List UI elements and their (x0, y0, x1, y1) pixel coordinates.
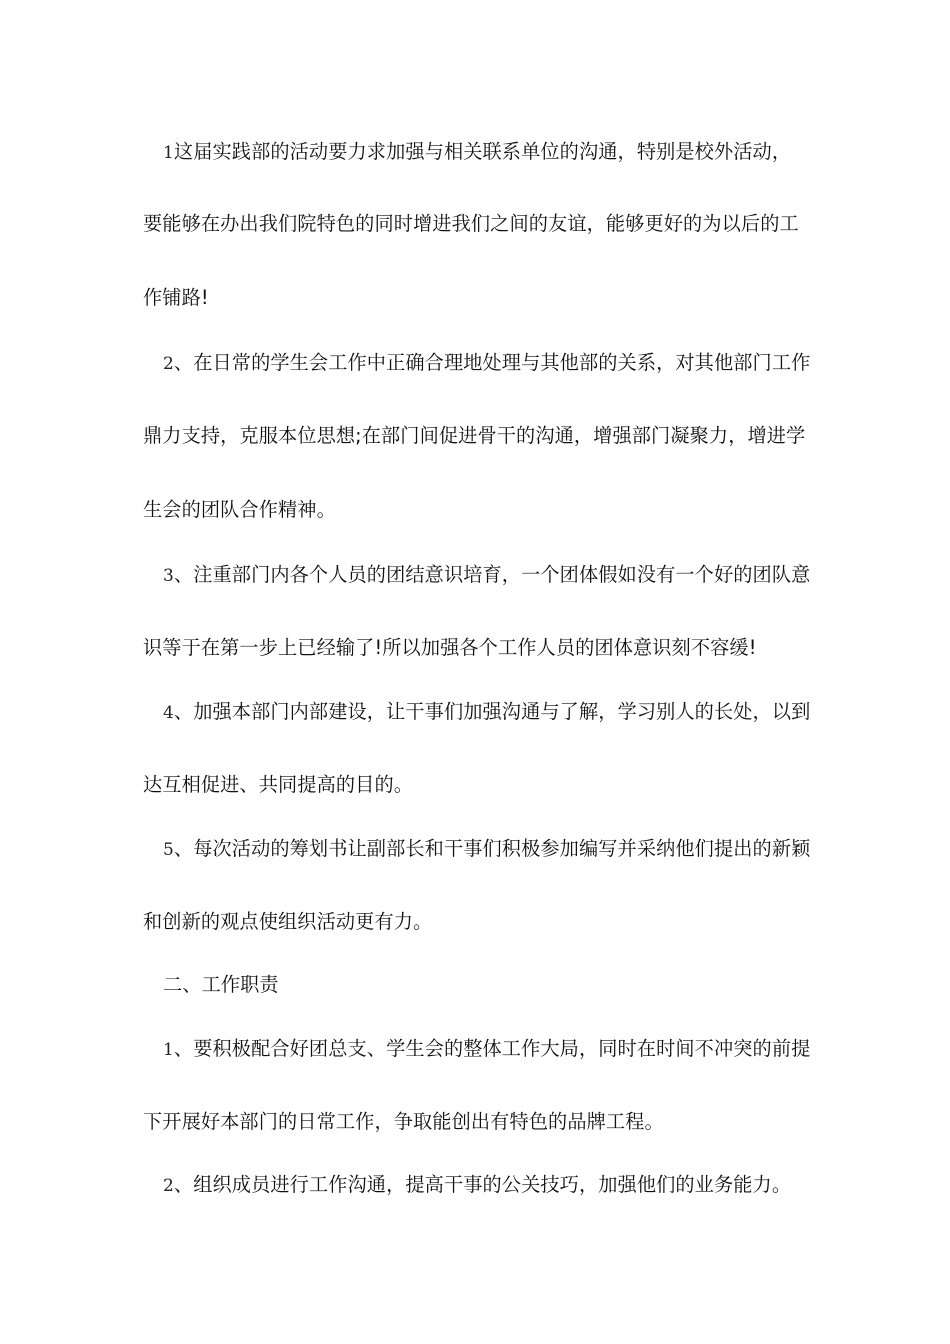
line-text: 要能够在办出我们院特色的同时增进我们之间的友谊，能够更好的为以后的工 (143, 212, 799, 235)
paragraph-3-line-1 (163, 563, 828, 587)
line-text: 、每次活动的筹划书让副部长和干事们积极参加编写并采纳他们提出的新颖 (173, 837, 811, 860)
paragraph-2-line-2 (143, 424, 808, 448)
line-text: 、组织成员进行工作沟通，提高干事的公关技巧，加强他们的业务能力。 (173, 1173, 792, 1196)
line-text: 、注重部门内各个人员的团结意识培育，一个团体假如没有一个好的团队意 (173, 563, 811, 586)
duty-1-line-1 (163, 1037, 828, 1061)
paragraph-1-line-2 (143, 212, 808, 236)
paragraph-1-line-3 (143, 286, 808, 310)
paragraph-4-line-1 (163, 700, 828, 724)
line-text: 识等于在第一步上已经输了!所以加强各个工作人员的团体意识刻不容缓! (143, 636, 757, 659)
line-text: 生会的团队合作精神。 (143, 498, 336, 521)
duty-1-line-2 (143, 1110, 808, 1134)
item-number: 3 (163, 566, 174, 586)
line-text: 达互相促进、共同提高的目的。 (143, 773, 414, 796)
paragraph-5-line-1 (163, 837, 828, 861)
paragraph-3-line-2 (143, 636, 808, 660)
item-number: 4 (163, 703, 174, 723)
item-number: 2 (163, 1176, 174, 1196)
item-number: 5 (163, 840, 174, 860)
paragraph-1-line-1 (163, 140, 828, 164)
duty-2-line-1 (163, 1173, 828, 1197)
paragraph-5-line-2 (143, 910, 808, 934)
heading-text: 二、工作职责 (163, 973, 279, 996)
paragraph-2-line-3 (143, 498, 808, 522)
item-number: 2 (163, 354, 174, 374)
line-text: 、在日常的学生会工作中正确合理地处理与其他部的关系，对其他部门工作 (173, 351, 811, 374)
line-text: 下开展好本部门的日常工作，争取能创出有特色的品牌工程。 (143, 1110, 664, 1133)
paragraph-2-line-1 (163, 351, 828, 375)
line-text: 和创新的观点使组织活动更有力。 (143, 910, 433, 933)
line-text: 鼎力支持，克服本位思想;在部门间促进骨干的沟通，增强部门凝聚力，增进学 (143, 424, 806, 447)
item-number: 1 (163, 1040, 174, 1060)
paragraph-4-line-2 (143, 773, 808, 797)
item-number: 1 (163, 143, 174, 163)
line-text: 、要积极配合好团总支、学生会的整体工作大局，同时在时间不冲突的前提 (173, 1037, 811, 1060)
line-text: 、加强本部门内部建设，让干事们加强沟通与了解，学习别人的长处，以到 (173, 700, 811, 723)
section-heading (163, 973, 828, 997)
line-text: 作铺路! (143, 286, 209, 309)
line-text: 这届实践部的活动要力求加强与相关联系单位的沟通，特别是校外活动， (173, 140, 792, 163)
